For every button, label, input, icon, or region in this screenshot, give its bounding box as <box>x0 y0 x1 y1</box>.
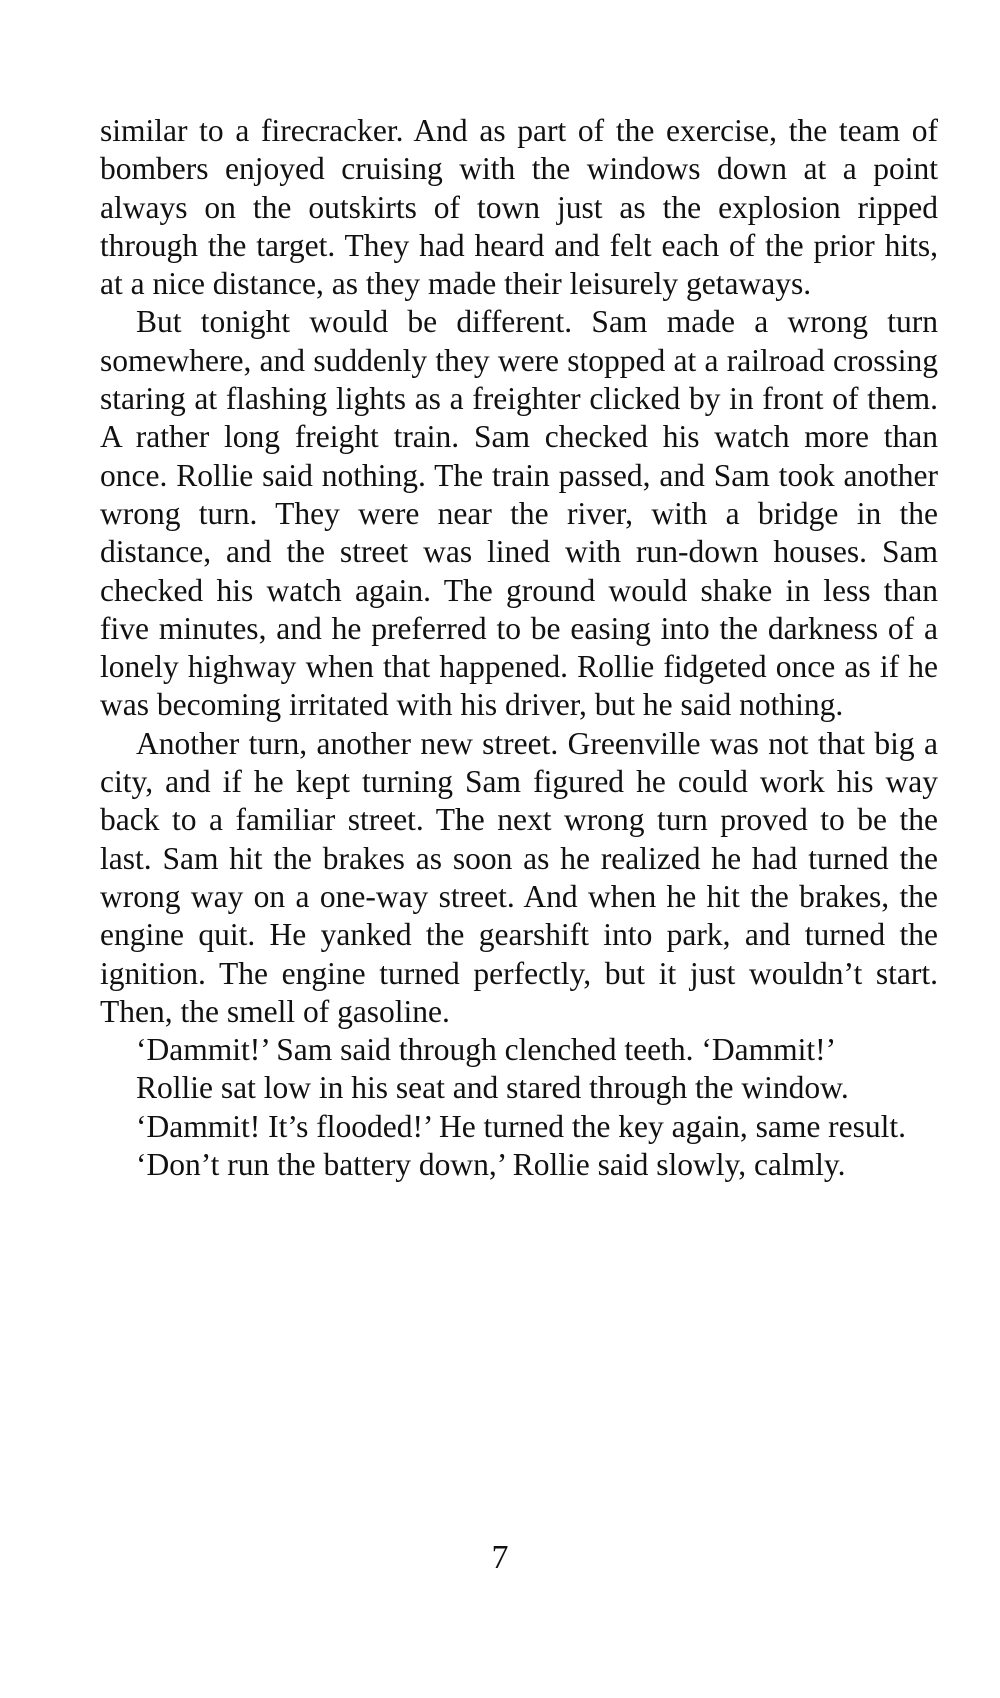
paragraph-6: ‘Dammit! It’s flooded!’ He turned the key again, same result. <box>136 1108 907 1144</box>
paragraph-3: Another turn, another new street. Greenville was not that big a city, and if he kept turning Sam figured he could work his way back to a familiar street. The next wrong turn proved to be the last. Sam hit the brakes as soon as he realized he had turned the wrong way on a one-way street. And when he hit the brakes, the engine quit. He yanked the gearshift into park, and turned the ignition. The engine turned perfectly, but it just wouldn’t start. Then, the smell of gasoline. <box>100 725 938 1029</box>
body-text <box>100 112 938 1184</box>
paragraph-7: ‘Don’t run the battery down,’ Rollie said slowly, calmly. <box>136 1147 846 1183</box>
page-number: 7 <box>491 1539 509 1576</box>
paragraph-1: similar to a firecracker. And as part of the exercise, the team of bombers enjoyed cruising with the windows down at a point always on the outskirts of town just as the explosion ripped through the target. They had heard and felt each of the prior hits, at a nice distance, as they made their leisurely getaways. <box>100 113 938 302</box>
paragraph-4: ‘Dammit!’ Sam said through clenched teeth. ‘Dammit!’ <box>136 1032 837 1068</box>
paragraph-2: But tonight would be different. Sam made a wrong turn somewhere, and suddenly they were stopped at a railroad crossing staring at flashing lights as a freighter clicked by in front of them. A rather long freight train. Sam checked his watch more than once. Rollie said nothing. The train passed, and Sam took another wrong turn. They were near the river, with a bridge in the distance, and the street was lined with run-down houses. Sam checked his watch again. The ground would shake in less than five minutes, and he preferred to be easing into the darkness of a lonely highway when that happened. Rollie fidgeted once as if he was becoming irritated with his driver, but he said nothing. <box>100 304 938 723</box>
paragraph-5: Rollie sat low in his seat and stared through the window. <box>136 1070 849 1106</box>
